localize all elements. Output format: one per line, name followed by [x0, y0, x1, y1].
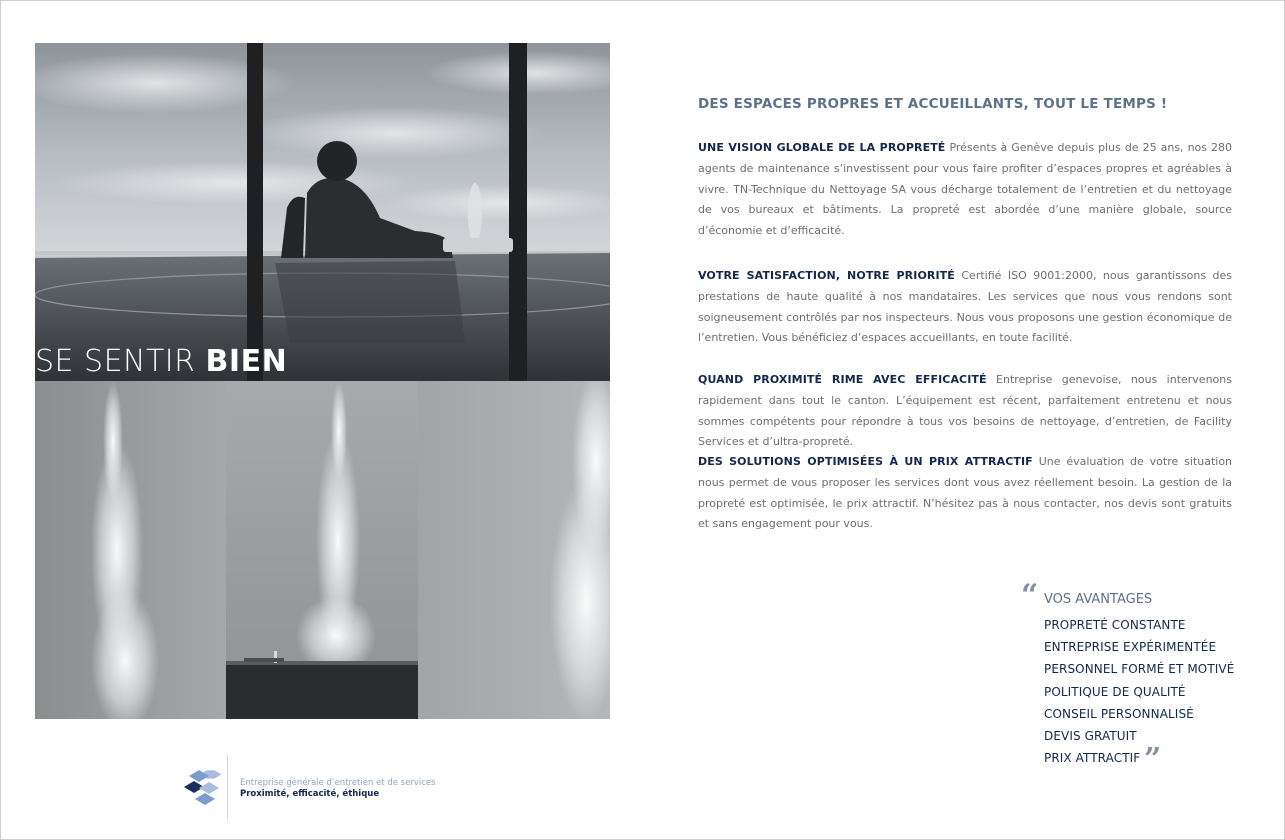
fountain-panel-right — [418, 381, 610, 719]
section-lead: UNE VISION GLOBALE DE LA PROPRETÉ — [698, 141, 946, 154]
section-satisfaction — [698, 266, 1232, 349]
fountain-panel-middle — [226, 381, 418, 719]
company-logo — [183, 769, 223, 805]
headline-light: SE SENTIR — [35, 344, 196, 379]
advantages-list — [1044, 614, 1234, 769]
advantage-item: PRIX ATTRACTIF — [1044, 751, 1141, 766]
office-window-photo — [35, 43, 610, 381]
section-lead: VOTRE SATISFACTION, NOTRE PRIORITÉ — [698, 269, 955, 282]
page-title: DES ESPACES PROPRES ET ACCUEILLANTS, TOUT LE TEMPS ! — [698, 96, 1168, 112]
advantage-item: DEVIS GRATUIT — [1044, 729, 1137, 744]
open-quote-icon: “ — [1021, 578, 1039, 613]
section-body: Une évaluation de votre situation nous permet de vous proposer les services dont vous avez réellement besoin. La gestion de la propreté est optimisée, le prix attractif. N’hésitez pas à nous contacter, nos devis sont gratuits et sans engagement pour vous. — [698, 455, 1233, 531]
advantages-title: VOS AVANTAGES — [1044, 592, 1153, 607]
section-body: Certifié ISO 9001:2000, nous garantissons des prestations de haute qualité à nos mandataires. Les services que nous vous rendons sont soigneusement contrôlés par nos inspecteurs. Nous vous proposons une gestion économique de l’entretien. Vous bénéficiez d’espaces accueillants, en toute facilité. — [698, 269, 1233, 345]
close-quote-icon: ” — [1144, 742, 1162, 777]
logo-divider — [227, 755, 228, 819]
headline — [35, 344, 288, 379]
advantage-item: PROPRETÉ CONSTANTE — [1044, 618, 1186, 632]
advantage-item: POLITIQUE DE QUALITÉ — [1044, 684, 1186, 699]
section-lead: QUAND PROXIMITÉ RIME AVEC EFFICACITÉ — [698, 373, 987, 386]
advantage-item: CONSEIL PERSONNALISÉ — [1044, 706, 1194, 721]
fountain-panel-left — [35, 381, 226, 719]
headline-bold: BIEN — [205, 344, 288, 379]
section-vision — [698, 138, 1232, 242]
company-motto: Proximité, efficacité, éthique — [240, 789, 380, 799]
section-solutions — [698, 452, 1232, 535]
fountain-photo-strip — [35, 381, 610, 719]
section-body: Présents à Genève depuis plus de 25 ans, nos 280 agents de maintenance s’investissent pour vous faire profiter d’espaces propres et agréables à vivre. TN-Technique du Nettoyage SA vous décharge totalement de l’entretien et du nettoyage de vos bureaux et bâtiments. La propreté est abordée d’une manière globale, source d’économie et d’efficacité. — [698, 141, 1233, 238]
section-body: Entreprise genevoise, nous intervenons rapidement dans tout le canton. L’équipement est récent, parfaitement entretenu et nous sommes compétents pour répondre à tous vos besoins de nettoyage, d’entretien, de Facility Services et d’ultra-propreté. — [698, 373, 1232, 449]
section-proximity — [698, 370, 1232, 453]
advantage-item: PERSONNEL FORMÉ ET MOTIVÉ — [1044, 662, 1235, 677]
company-tagline: Entreprise générale d’entretien et de services — [240, 778, 436, 788]
section-lead: DES SOLUTIONS OPTIMISÉES À UN PRIX ATTRACTIF — [698, 455, 1033, 468]
advantage-item: ENTREPRISE EXPÉRIMENTÉE — [1044, 640, 1217, 655]
